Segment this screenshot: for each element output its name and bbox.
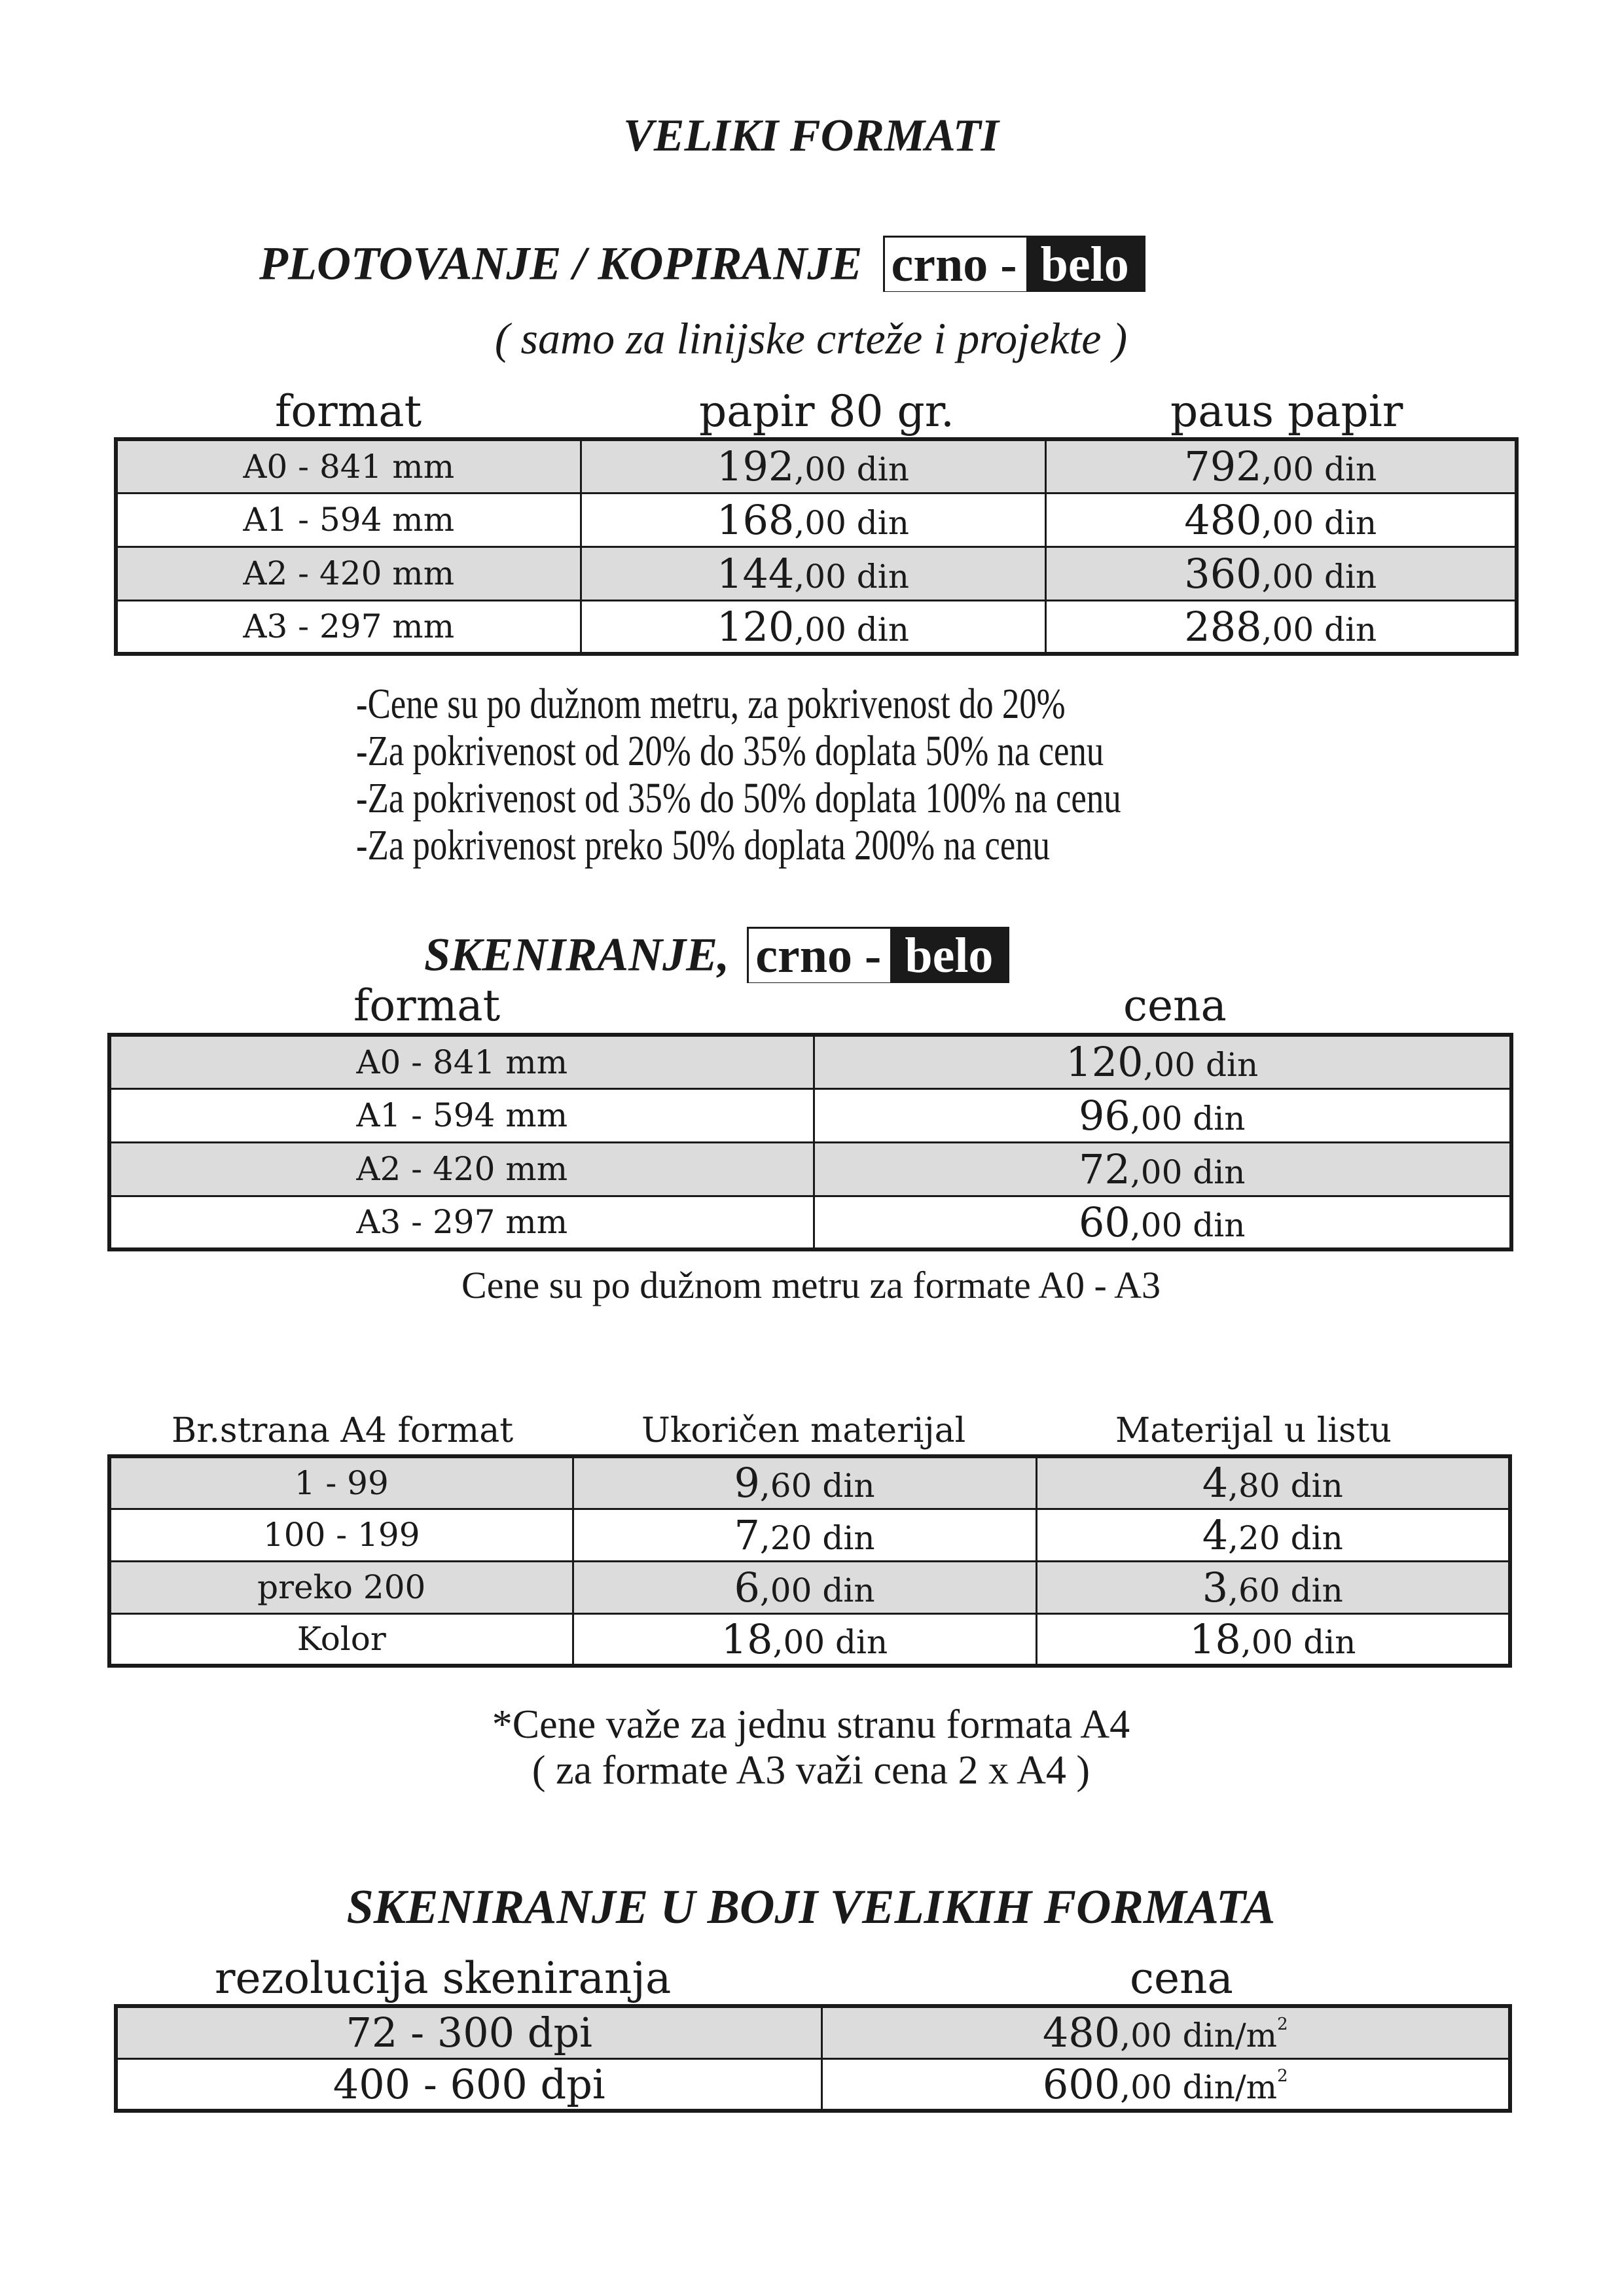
- table-row: [116, 439, 1517, 493]
- section2-title-row: [424, 927, 1009, 986]
- table-row: [116, 547, 1517, 600]
- section4-title: SKENIRANJE U BOJI VELIKIH FORMATA: [346, 1880, 1276, 1934]
- plotting-price-table: [114, 437, 1519, 656]
- table-row: [109, 1509, 1510, 1561]
- loose-price-cell: 4,80 din: [1036, 1456, 1510, 1509]
- scanning-bw-price-table: [107, 1033, 1513, 1251]
- table-row: [116, 2058, 1510, 2111]
- paus-price-cell: 480,00 din: [1045, 493, 1517, 547]
- table-row: [109, 1035, 1511, 1088]
- s3-header-loose: Materijal u listu: [1115, 1411, 1392, 1450]
- bound-price-cell: 18,00 din: [573, 1613, 1036, 1666]
- section1-title-row: [259, 236, 1145, 295]
- section1-title: PLOTOVANJE / KOPIRANJE: [259, 237, 863, 290]
- price-cell: 96,00 din: [814, 1088, 1511, 1142]
- bound-price-cell: 9,60 din: [573, 1456, 1036, 1509]
- paper-price-cell: 144,00 din: [581, 547, 1045, 600]
- crno-belo-badge: [747, 927, 1009, 983]
- badge-white-label: crno -: [749, 929, 890, 982]
- table-row: [109, 1456, 1510, 1509]
- s1-header-paus: paus papir: [1170, 386, 1403, 437]
- price-cell: 60,00 din: [814, 1196, 1511, 1249]
- resolution-cell: 72 - 300 dpi: [116, 2006, 821, 2058]
- range-cell: 1 - 99: [109, 1456, 573, 1509]
- price-cell: 480,00 din/$m^2$: [821, 2006, 1510, 2058]
- price-cell: 600,00 din/$m^2$: [821, 2058, 1510, 2111]
- page-title: VELIKI FORMATI: [623, 111, 999, 161]
- section1-notes: [356, 681, 1312, 869]
- table-row: [116, 600, 1517, 654]
- bound-price-cell: 6,00 din: [573, 1561, 1036, 1613]
- note-line: -Za pokrivenost od 35% do 50% doplata 100% na cenu: [356, 774, 1121, 822]
- badge-white-label: crno -: [885, 238, 1026, 291]
- s1-header-format: format: [275, 386, 422, 437]
- format-cell: A3 - 297 mm: [109, 1196, 814, 1249]
- paus-price-cell: 360,00 din: [1045, 547, 1517, 600]
- s4-header-resolution: rezolucija skeniranja: [215, 1953, 672, 2003]
- format-cell: A1 - 594 mm: [116, 493, 581, 547]
- section3-notes: [0, 1702, 1622, 1793]
- table-row: [116, 493, 1517, 547]
- note-line: -Cene su po dužnom metru, za pokrivenost do 20%: [356, 680, 1066, 728]
- format-cell: A2 - 420 mm: [116, 547, 581, 600]
- s2-header-price: cena: [1123, 980, 1227, 1031]
- paper-price-cell: 192,00 din: [581, 439, 1045, 493]
- loose-price-cell: 18,00 din: [1036, 1613, 1510, 1666]
- section1-subtitle: ( samo za linijske crteže i projekte ): [494, 314, 1128, 363]
- price-cell: 72,00 din: [814, 1142, 1511, 1196]
- badge-black-label: belo: [890, 929, 1007, 981]
- note-line: -Za pokrivenost od 20% do 35% doplata 50% na cenu: [356, 727, 1104, 775]
- table-row: [109, 1196, 1511, 1249]
- format-cell: A0 - 841 mm: [116, 439, 581, 493]
- note-line: *Cene važe za jednu stranu formata A4: [492, 1702, 1130, 1747]
- binding-price-table: [107, 1454, 1512, 1668]
- format-cell: A2 - 420 mm: [109, 1142, 814, 1196]
- table-row: [116, 2006, 1510, 2058]
- s3-header-pages: Br.strana A4 format: [171, 1411, 514, 1450]
- format-cell: A0 - 841 mm: [109, 1035, 814, 1088]
- section2-title: SKENIRANJE,: [424, 928, 730, 981]
- paper-price-cell: 168,00 din: [581, 493, 1045, 547]
- s1-header-paper: papir 80 gr.: [699, 386, 954, 437]
- paus-price-cell: 792,00 din: [1045, 439, 1517, 493]
- table-row: [109, 1142, 1511, 1196]
- crno-belo-badge: [883, 236, 1145, 292]
- range-cell: Kolor: [109, 1613, 573, 1666]
- table-row: [109, 1613, 1510, 1666]
- paper-price-cell: 120,00 din: [581, 600, 1045, 654]
- s2-header-format: format: [353, 980, 501, 1031]
- price-cell: 120,00 din: [814, 1035, 1511, 1088]
- format-cell: A1 - 594 mm: [109, 1088, 814, 1142]
- table-row: [109, 1088, 1511, 1142]
- range-cell: preko 200: [109, 1561, 573, 1613]
- color-scanning-price-table: [114, 2004, 1512, 2113]
- resolution-cell: 400 - 600 dpi: [116, 2058, 821, 2111]
- bound-price-cell: 7,20 din: [573, 1509, 1036, 1561]
- section2-note: Cene su po dužnom metru za formate A0 - A3: [461, 1264, 1161, 1306]
- badge-black-label: belo: [1026, 238, 1144, 290]
- loose-price-cell: 3,60 din: [1036, 1561, 1510, 1613]
- format-cell: A3 - 297 mm: [116, 600, 581, 654]
- paus-price-cell: 288,00 din: [1045, 600, 1517, 654]
- s3-header-bound: Ukoričen materijal: [641, 1411, 966, 1450]
- s4-header-price: cena: [1130, 1953, 1233, 2003]
- table-row: [109, 1561, 1510, 1613]
- range-cell: 100 - 199: [109, 1509, 573, 1561]
- note-line: ( za formate A3 važi cena 2 x A4 ): [532, 1748, 1090, 1793]
- loose-price-cell: 4,20 din: [1036, 1509, 1510, 1561]
- note-line: -Za pokrivenost preko 50% doplata 200% na cenu: [356, 821, 1051, 869]
